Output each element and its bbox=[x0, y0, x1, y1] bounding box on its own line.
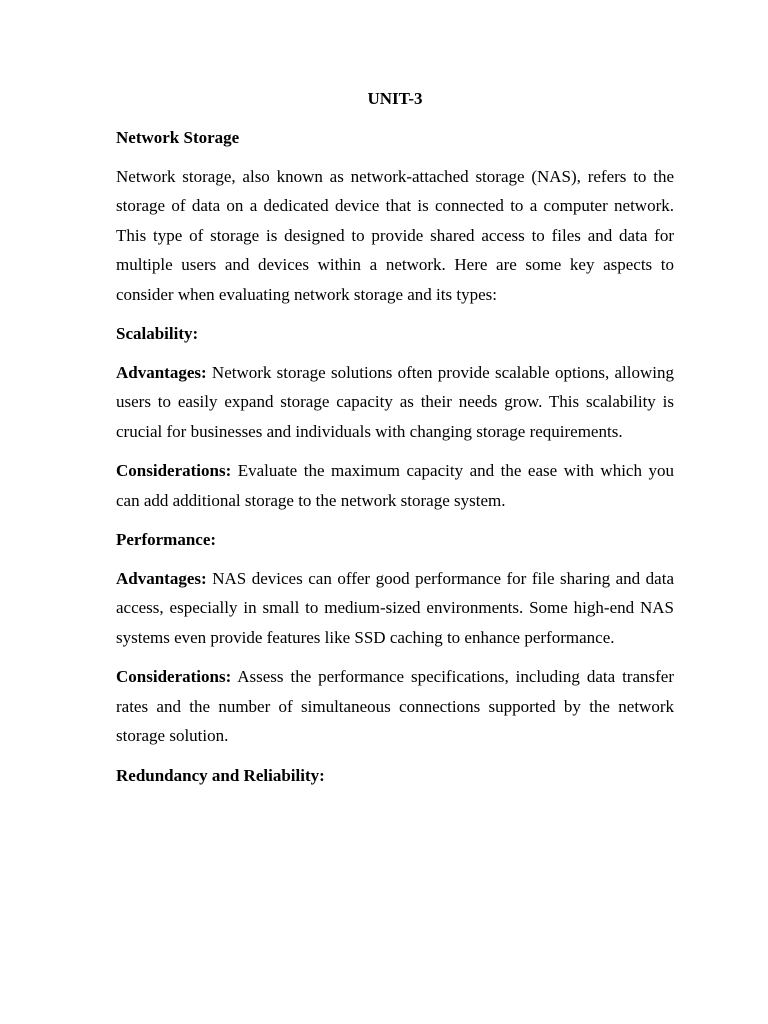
performance-advantages-paragraph bbox=[116, 564, 674, 652]
section-title: Network Storage bbox=[116, 128, 240, 147]
performance-considerations-text: Assess the performance specifications, including data transfer rates and the number of simultaneous connections supported by the network storage solution. bbox=[116, 667, 674, 746]
scalability-considerations-paragraph bbox=[116, 456, 674, 515]
scalability-advantages-label: Advantages: bbox=[116, 363, 207, 383]
scalability-considerations-text: Evaluate the maximum capacity and the ease with which you can add additional storage to the network storage system. bbox=[116, 461, 674, 510]
redundancy-heading: Redundancy and Reliability: bbox=[116, 765, 325, 785]
unit-title: UNIT-3 bbox=[367, 89, 423, 108]
document-page bbox=[116, 84, 674, 800]
scalability-considerations-label: Considerations: bbox=[116, 461, 232, 481]
performance-advantages-label: Advantages: bbox=[116, 569, 207, 589]
scalability-advantages-paragraph bbox=[116, 358, 674, 446]
performance-considerations-paragraph bbox=[116, 662, 674, 750]
scalability-heading: Scalability: bbox=[116, 324, 199, 344]
intro-paragraph: Network storage, also known as network-attached storage (NAS), refers to the storage of data on a dedicated device that is connected to a computer network. This type of storage is designed to provide shared access to files and data for multiple users and devices within a network. Here are some key aspects to consider when evaluating network storage and its types: bbox=[116, 167, 674, 304]
performance-advantages-text: NAS devices can offer good performance for file sharing and data access, especially in small to medium-sized environments. Some high-end NAS systems even provide features like SSD caching to enhance performance. bbox=[116, 569, 674, 647]
performance-heading: Performance: bbox=[116, 530, 217, 550]
performance-considerations-label: Considerations: bbox=[116, 667, 232, 687]
scalability-advantages-text: Network storage solutions often provide scalable options, allowing users to easily expand storage capacity as their needs grow. This scalability is crucial for businesses and individuals with changing storage requirements. bbox=[116, 363, 674, 441]
